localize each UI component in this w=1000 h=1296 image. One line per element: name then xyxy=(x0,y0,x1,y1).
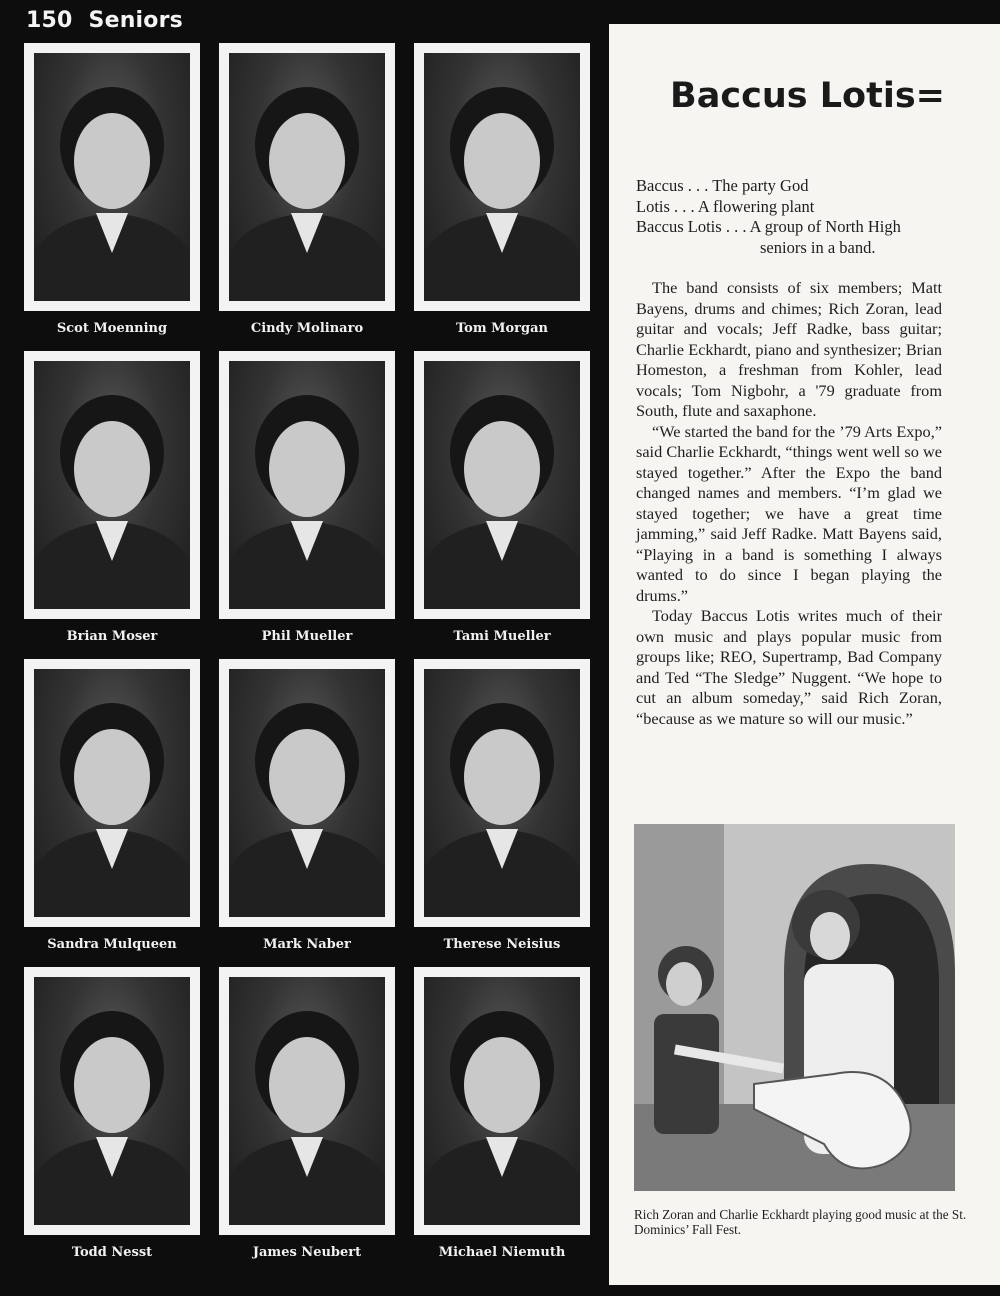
senior-portrait xyxy=(414,43,590,336)
portrait-caption: Scot Moenning xyxy=(56,321,168,336)
article-title: Baccus Lotis= xyxy=(670,76,945,116)
senior-portrait xyxy=(414,659,590,952)
definition-line: Baccus . . . The party God xyxy=(636,176,809,195)
portrait-silhouette xyxy=(424,53,580,301)
portrait-caption: Therese Neisius xyxy=(443,937,561,952)
portrait-photo xyxy=(229,361,385,609)
portrait-silhouette xyxy=(229,669,385,917)
portrait-silhouette xyxy=(424,977,580,1225)
portrait-silhouette xyxy=(229,361,385,609)
senior-portrait xyxy=(24,351,200,644)
senior-portrait xyxy=(219,967,395,1260)
senior-portrait xyxy=(219,43,395,336)
portrait-photo xyxy=(34,669,190,917)
portrait-caption: Todd Nesst xyxy=(71,1245,153,1260)
article-body xyxy=(636,278,942,729)
portrait-caption: James Neubert xyxy=(252,1245,362,1260)
portrait-caption: Mark Naber xyxy=(263,937,351,952)
portrait-silhouette xyxy=(229,977,385,1225)
portrait-caption: Cindy Molinaro xyxy=(250,321,364,336)
portrait-photo xyxy=(424,361,580,609)
portrait-photo xyxy=(34,977,190,1225)
definition-line: Lotis . . . A flowering plant xyxy=(636,196,815,216)
photo-caption: Rich Zoran and Charlie Eckhardt playing good music at the St. Dominics’ Fall Fest. xyxy=(634,1207,967,1237)
portrait-caption: Brian Moser xyxy=(66,629,158,644)
portrait-silhouette xyxy=(229,53,385,301)
portrait-caption: Phil Mueller xyxy=(261,629,353,644)
portrait-silhouette xyxy=(424,361,580,609)
senior-portrait xyxy=(219,351,395,644)
senior-portrait xyxy=(24,43,200,336)
portrait-photo xyxy=(424,53,580,301)
portrait-caption: Michael Niemuth xyxy=(438,1245,566,1260)
portrait-silhouette xyxy=(34,53,190,301)
band-photo xyxy=(634,824,955,1191)
portrait-photo xyxy=(229,977,385,1225)
senior-portrait xyxy=(24,967,200,1260)
page-number: 150 xyxy=(26,8,73,33)
portrait-silhouette xyxy=(424,669,580,917)
portrait-photo xyxy=(229,669,385,917)
portrait-photo xyxy=(34,53,190,301)
portrait-silhouette xyxy=(34,361,190,609)
definitions xyxy=(636,176,948,258)
portrait-caption: Sandra Mulqueen xyxy=(47,937,177,952)
senior-portrait xyxy=(24,659,200,952)
senior-portrait xyxy=(414,967,590,1260)
page-header xyxy=(26,8,183,33)
portrait-photo xyxy=(424,669,580,917)
section-title: Seniors xyxy=(88,8,183,33)
portrait-caption: Tami Mueller xyxy=(453,629,551,644)
portrait-photo xyxy=(424,977,580,1225)
portrait-photo xyxy=(34,361,190,609)
article-paragraph: The band consists of six members; Matt Bayens, drums and chimes; Rich Zoran, lead guitar and vocals; Jeff Radke, bass guitar; Charlie Eckhardt, piano and synthesizer; Brian Homeston, a freshman from Kohler, lead vocals; Tom Nigbohr, a '79 graduate from South, flute and saxaphone. xyxy=(636,278,942,420)
portrait-photo xyxy=(229,53,385,301)
band-photo-illustration xyxy=(634,824,955,1191)
definition-line: Baccus Lotis . . . A group of North High xyxy=(636,217,901,237)
article-paragraph: “We started the band for the ’79 Arts Expo,” said Charlie Eckhardt, “things went well so we stayed together.” After the Expo the band changed names and members. “I’m glad we stayed together; we have a great time jamming,” said Jeff Radke. Matt Bayens said, “Playing in a band is something I always wanted to do since I began playing the drums.” xyxy=(636,421,942,605)
senior-portrait xyxy=(219,659,395,952)
article-paragraph: Today Baccus Lotis writes much of their own music and plays popular music from groups like; REO, Supertramp, Bad Company and Ted “The Sledge” Nuggent. “We hope to cut an album someday,” said Rich Zoran, “because as we mature so will our music.” xyxy=(636,606,942,728)
portrait-silhouette xyxy=(34,977,190,1225)
article-panel xyxy=(609,24,1000,1285)
portrait-caption: Tom Morgan xyxy=(455,321,548,336)
portrait-silhouette xyxy=(34,669,190,917)
definition-line: seniors in a band. xyxy=(760,237,876,257)
senior-portrait xyxy=(414,351,590,644)
